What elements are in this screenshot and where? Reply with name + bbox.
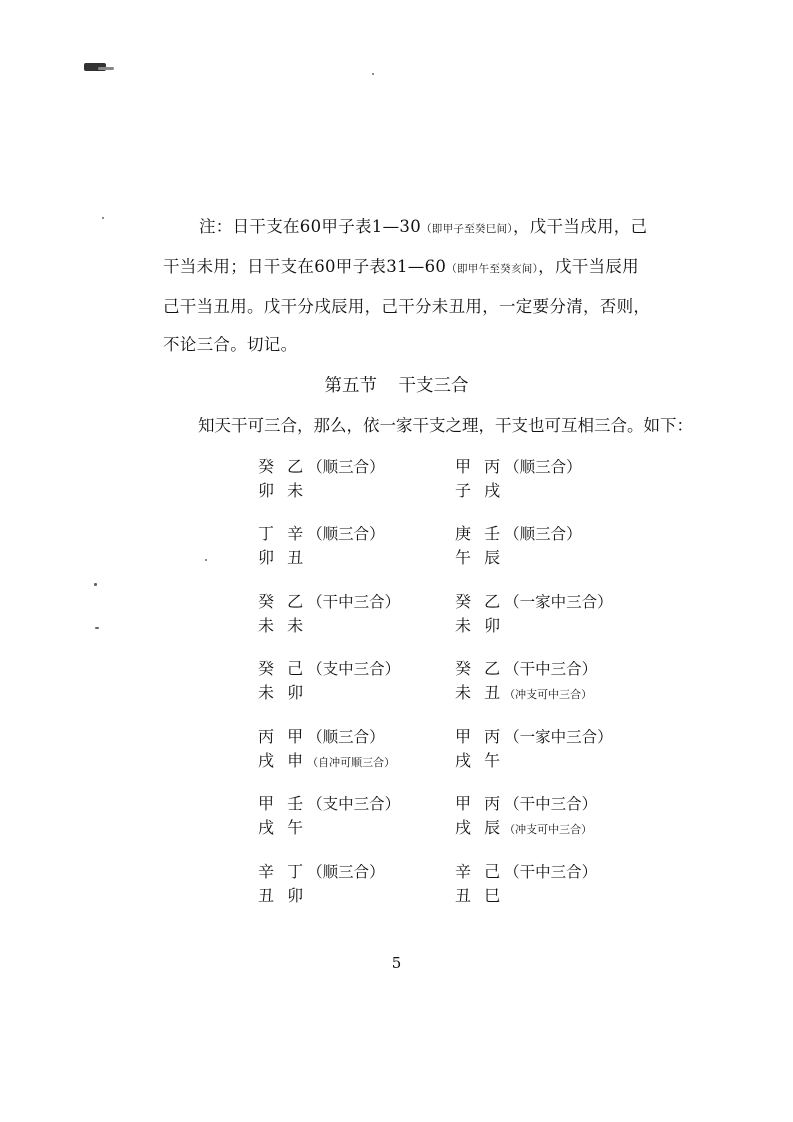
combination-entry — [455, 522, 582, 572]
branches: 丑 巳 — [455, 886, 505, 905]
stems: 庚 壬 — [455, 524, 505, 543]
combination-note: （冲支可中三合） — [504, 688, 593, 701]
scan-speck — [95, 627, 99, 629]
scan-speck — [205, 559, 207, 561]
scan-speck — [102, 217, 104, 219]
combination-type: （干中三合） — [504, 863, 598, 881]
combination-type: （顺三合） — [504, 525, 582, 543]
branches: 丑 卯 — [258, 886, 308, 905]
note-paragraph — [163, 208, 683, 364]
stems: 丁 辛 — [258, 524, 308, 543]
branches: 未 丑 — [455, 683, 505, 702]
branches: 未 未 — [258, 616, 308, 635]
combination-entry — [455, 657, 597, 707]
combination-type: （顺三合） — [307, 458, 385, 476]
combination-entry — [455, 792, 597, 842]
combination-entry — [258, 860, 385, 910]
combination-type: （干中三合） — [504, 660, 598, 678]
branches: 卯 丑 — [258, 548, 308, 567]
combination-type: （一家中三合） — [504, 593, 613, 611]
note-small-text: （即甲子至癸巳间） — [421, 223, 513, 235]
branches: 卯 未 — [258, 481, 308, 500]
note-text: 干当未用；日干支在60甲子表31—60 — [163, 257, 447, 276]
stems: 甲 壬 — [258, 794, 308, 813]
note-line-3: 己干当丑用。戊干分戌辰用，己干分未丑用，一定要分清，否则， — [163, 297, 651, 316]
scan-speck — [372, 73, 374, 75]
combination-note: （冲支可中三合） — [504, 823, 593, 836]
combination-entry — [455, 860, 597, 910]
stems: 甲 丙 — [455, 457, 505, 476]
note-text: ，戊干当辰用 — [538, 257, 639, 276]
note-text: 注：日干支在60甲子表1—30 — [199, 217, 421, 236]
stems: 辛 丁 — [258, 862, 308, 881]
stems: 癸 乙 — [258, 457, 308, 476]
combination-type: （支中三合） — [307, 660, 401, 678]
section-title: 干支三合 — [398, 376, 469, 396]
section-heading — [0, 372, 793, 397]
combination-entry — [455, 455, 582, 505]
stems: 癸 乙 — [455, 592, 505, 611]
combination-type: （干中三合） — [307, 593, 401, 611]
branches: 戌 午 — [258, 818, 308, 837]
scan-speck — [94, 583, 97, 586]
branches: 戌 辰 — [455, 818, 505, 837]
note-line-2 — [163, 248, 683, 288]
combination-note: （自冲可顺三合） — [307, 756, 396, 769]
stems: 辛 己 — [455, 862, 505, 881]
intro-text: 知天干可三合，那么，依一家干支之理，干支也可互相三合。如下： — [198, 416, 693, 435]
combination-entry — [258, 522, 385, 572]
stems: 癸 己 — [258, 659, 308, 678]
branches: 戌 午 — [455, 751, 505, 770]
combination-type: （一家中三合） — [504, 728, 613, 746]
combination-type: （支中三合） — [307, 795, 401, 813]
section-number: 第五节 — [324, 376, 377, 396]
branches: 未 卯 — [455, 616, 505, 635]
combination-type: （顺三合） — [307, 728, 385, 746]
combination-entry — [258, 792, 400, 842]
stems: 甲 丙 — [455, 727, 505, 746]
note-line-1 — [163, 208, 683, 248]
stems: 癸 乙 — [258, 592, 308, 611]
branches: 戌 申 — [258, 751, 308, 770]
combination-type: （顺三合） — [307, 863, 385, 881]
scan-smudge — [98, 67, 114, 70]
stems: 癸 乙 — [455, 659, 505, 678]
branches: 未 卯 — [258, 683, 308, 702]
note-small-text: （即甲午至癸亥间） — [446, 263, 539, 275]
note-line-4: 不论三合。切记。 — [163, 335, 298, 354]
combination-type: （顺三合） — [504, 458, 582, 476]
combination-entry — [258, 725, 395, 775]
combination-entry — [455, 725, 613, 775]
combination-type: （干中三合） — [504, 795, 598, 813]
combination-entry — [258, 455, 385, 505]
page-number: 5 — [391, 954, 402, 972]
stems: 丙 甲 — [258, 727, 308, 746]
combination-entry — [258, 590, 400, 640]
combination-type: （顺三合） — [307, 525, 385, 543]
combination-entry — [258, 657, 400, 707]
stems: 甲 丙 — [455, 794, 505, 813]
branches: 子 戌 — [455, 481, 505, 500]
branches: 午 辰 — [455, 548, 505, 567]
note-text: ，戊干当戌用，己 — [512, 217, 648, 236]
combination-entry — [455, 590, 613, 640]
